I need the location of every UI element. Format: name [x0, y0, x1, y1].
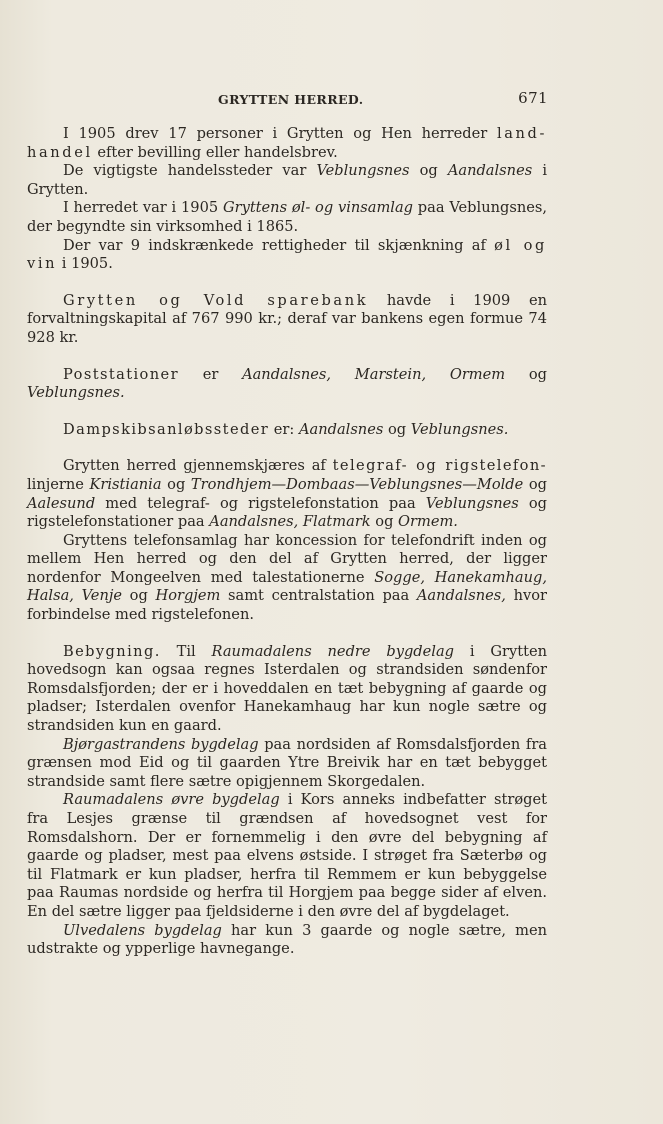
- text: paa nordsiden af Romsdalsfjorden fra grænsen mod Eid og til gaarden Ytre Breivik har en tæt bebygget strandside samt flere sætre opigjennem Skorgedalen.: [27, 735, 548, 790]
- organisation-name: Gryttens øl- og vinsamlag: [222, 199, 414, 217]
- paragraph-steamship-calls: [27, 421, 547, 440]
- place-name: Aandalsnes: [447, 162, 533, 180]
- place-name: Veblungsnes.: [27, 384, 125, 402]
- text: og: [383, 420, 411, 438]
- place-name: Kristiania: [89, 475, 162, 493]
- paragraph-ulvedalen: [27, 922, 547, 959]
- paragraph-trading-places: [27, 162, 547, 199]
- place-name: Veblungsnes: [316, 162, 410, 180]
- paragraph-post-stations: [27, 366, 547, 403]
- spaced-text: land-handel: [27, 125, 547, 161]
- place-name: Veblungsnes.: [410, 420, 509, 438]
- text: samt centralstation paa: [220, 587, 417, 605]
- text: og: [523, 475, 547, 493]
- paragraph-bebygning: [27, 643, 547, 736]
- place-name: Aandalsnes: [298, 420, 384, 438]
- text: og: [505, 365, 547, 383]
- paragraph-raumadalen-ovre: [27, 791, 547, 921]
- text: Der var 9 indskrænkede rettigheder til skjænkning af: [63, 236, 495, 254]
- text: og rigstelefonstationer paa: [27, 494, 547, 531]
- place-name: Aandalsnes, Marstein, Ormem: [242, 365, 506, 383]
- spaced-text: Bebygning.: [63, 642, 161, 660]
- text: i Grytten hovedsogn kan ogsaa regnes Isterdalen og strandsiden søndenfor Romsdalsfjorden; der er i hoveddalen en tæt bebygning af gaarde og pladser; Isterdalen ovenfor Hanekamhaug har kun nogle sætre og strandsiden kun en gaard.: [27, 642, 547, 735]
- paragraph-samlag: [27, 199, 547, 236]
- text: med telegraf- og rigstelefonstation paa: [95, 494, 426, 512]
- paragraph-telephone: [27, 532, 547, 625]
- spaced-text: Dampskibsanløbssteder: [63, 420, 270, 438]
- paragraph-licenses: [27, 237, 547, 274]
- spaced-text: Poststationer: [63, 365, 179, 383]
- text: og: [370, 513, 399, 531]
- spaced-text: telegraf- og rigstelefon-: [332, 457, 547, 475]
- text: og: [409, 162, 448, 180]
- text: De vigtigste handelssteder var: [63, 162, 317, 180]
- text: Grytten herred gjennemskjæres af: [63, 457, 333, 475]
- page-number: 671: [518, 89, 548, 107]
- text: er: [178, 365, 243, 383]
- text: havde i 1909 en forvaltningskapital af 767 990 kr.; deraf var bankens egen formue 74 928 kr.: [27, 291, 547, 346]
- text: efter bevilling eller handelsbrev.: [92, 143, 338, 161]
- place-name: Sogge, Hanekamhaug, Halsa, Venje: [27, 568, 547, 605]
- text: linjerne: [27, 475, 90, 493]
- text: er:: [269, 420, 299, 438]
- text: Gryttens telefonsamlag har koncession for telefondrift inden og mellem Hen herred og den del af Grytten herred, der ligger nordenfor Mongeelven med talestationerne: [27, 531, 547, 586]
- text: I herredet var i 1905: [63, 199, 223, 217]
- text: har kun 3 gaarde og nogle sætre, men udstrakte og ypperlige havnegange.: [27, 921, 548, 958]
- place-name: Aalesund: [27, 494, 96, 512]
- text: og: [122, 587, 156, 605]
- text: hvor forbindelse med rigstelefonen.: [27, 587, 547, 624]
- district-name: Raumadalens nedre bygdelag: [211, 642, 454, 660]
- route-name: Trondhjem—Dombaas—Veblungsnes—Molde: [190, 475, 524, 493]
- place-name: Aandalsnes,: [416, 587, 506, 605]
- district-name: Raumadalens øvre bygdelag: [63, 791, 280, 809]
- running-title: GRYTTEN HERRED.: [218, 92, 364, 107]
- place-name: Horgjem: [155, 587, 221, 605]
- page-body: [27, 125, 547, 959]
- paragraph-telegraph: [27, 457, 547, 531]
- place-name: Ormem.: [398, 513, 458, 531]
- text: paa Veblungsnes, der begyndte sin virksomhed i 1865.: [27, 199, 547, 235]
- paragraph-trade: [27, 125, 547, 162]
- text: I 1905 drev 17 personer i Grytten og Hen herreder: [63, 125, 497, 142]
- text: Til: [160, 642, 212, 660]
- district-name: Ulvedalens bygdelag: [63, 921, 222, 939]
- paragraph-savings-bank: [27, 292, 547, 348]
- paragraph-bjorgastranden: [27, 736, 547, 792]
- text: i Grytten.: [27, 162, 547, 198]
- place-name: Aandalsnes, Flatmark: [209, 513, 371, 531]
- text: i Kors anneks indbefatter strøget fra Lesjes grænse til grændsen af hovedsognet vest for Romsdalshorn. Der er fornemmelig i den øvre del bebygning af gaarde og pladser, mest paa elvens østside. I strøget fra Sæterbø og til Flatmark er kun pladser, herfra til Remmem er kun bebyggelse paa Raumas nordside og herfra til Horgjem paa begge sider af elven. En del sætre ligger paa fjeldsiderne i den øvre del af bygdelaget.: [27, 791, 547, 920]
- district-name: Bjørgastrandens bygdelag: [63, 735, 259, 753]
- place-name: Veblungsnes: [425, 494, 519, 512]
- text: i 1905.: [57, 255, 113, 273]
- text: og: [161, 475, 191, 493]
- spaced-text: øl og vin: [27, 236, 547, 273]
- spaced-text: Grytten og Vold sparebank: [63, 291, 369, 309]
